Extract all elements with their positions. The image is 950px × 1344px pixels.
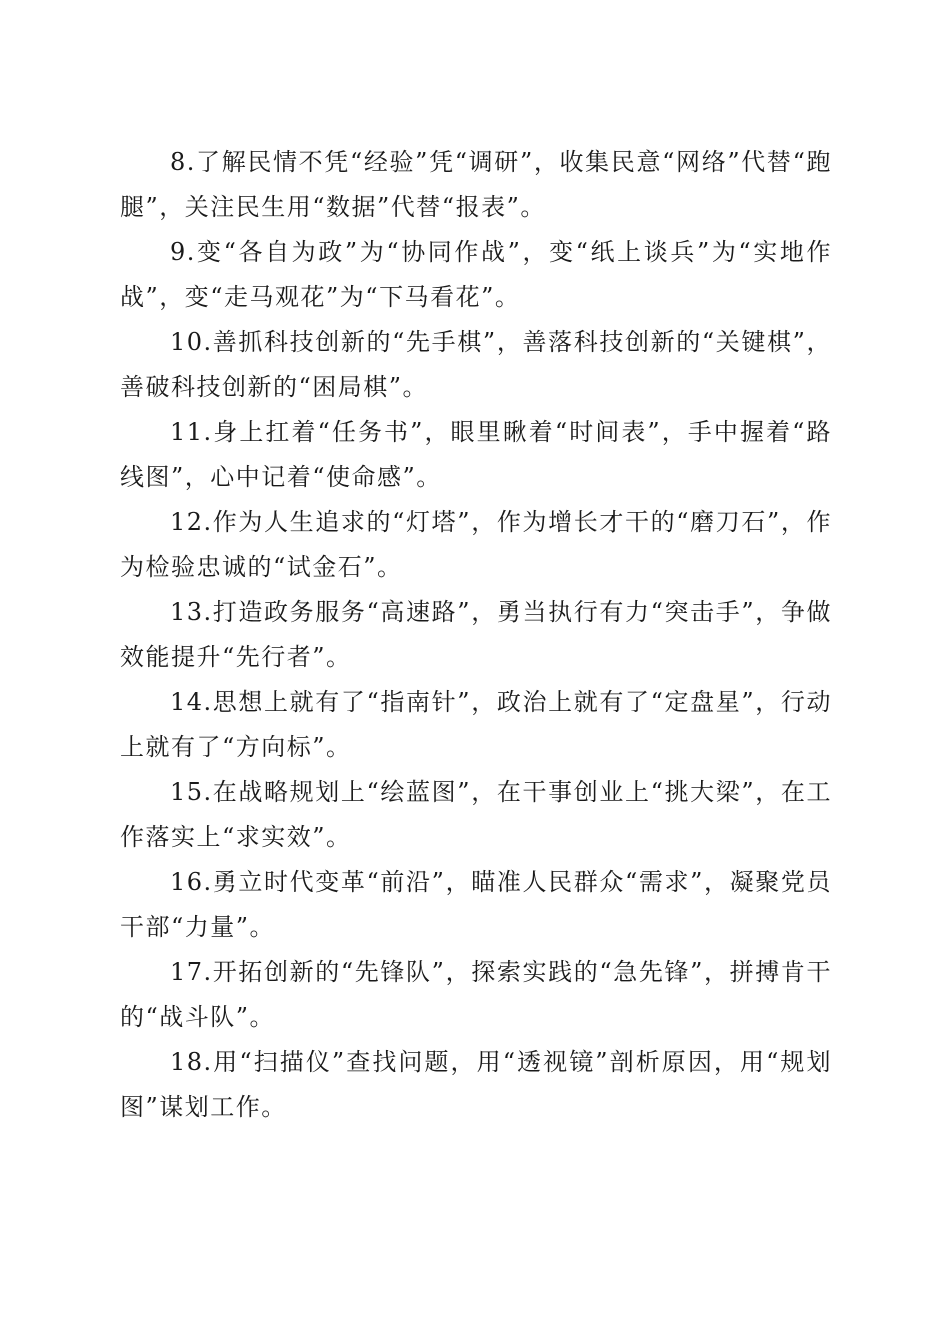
list-item-8: 8.了解民情不凭“经验”凭“调研”，收集民意“网络”代替“跑腿”，关注民生用“数据”代替“报表”。	[120, 148, 832, 221]
list-item-11: 11.身上扛着“任务书”，眼里瞅着“时间表”，手中握着“路线图”，心中记着“使命感”。	[120, 418, 832, 491]
list-item-9: 9.变“各自为政”为“协同作战”，变“纸上谈兵”为“实地作战”，变“走马观花”为“下马看花”。	[120, 238, 832, 311]
list-item-17: 17.开拓创新的“先锋队”，探索实践的“急先锋”，拼搏肯干的“战斗队”。	[120, 958, 832, 1031]
document-body	[120, 140, 832, 1130]
list-item-12: 12.作为人生追求的“灯塔”，作为增长才干的“磨刀石”，作为检验忠诚的“试金石”。	[120, 508, 832, 581]
list-item-15: 15.在战略规划上“绘蓝图”，在干事创业上“挑大梁”，在工作落实上“求实效”。	[120, 778, 832, 851]
list-item-13: 13.打造政务服务“高速路”，勇当执行有力“突击手”，争做效能提升“先行者”。	[120, 598, 832, 671]
list-item-14: 14.思想上就有了“指南针”，政治上就有了“定盘星”，行动上就有了“方向标”。	[120, 688, 832, 761]
list-item-10: 10.善抓科技创新的“先手棋”，善落科技创新的“关键棋”，善破科技创新的“困局棋”。	[120, 328, 832, 401]
list-item-18: 18.用“扫描仪”查找问题，用“透视镜”剖析原因，用“规划图”谋划工作。	[120, 1048, 832, 1121]
list-item-16: 16.勇立时代变革“前沿”，瞄准人民群众“需求”，凝聚党员干部“力量”。	[120, 868, 832, 941]
